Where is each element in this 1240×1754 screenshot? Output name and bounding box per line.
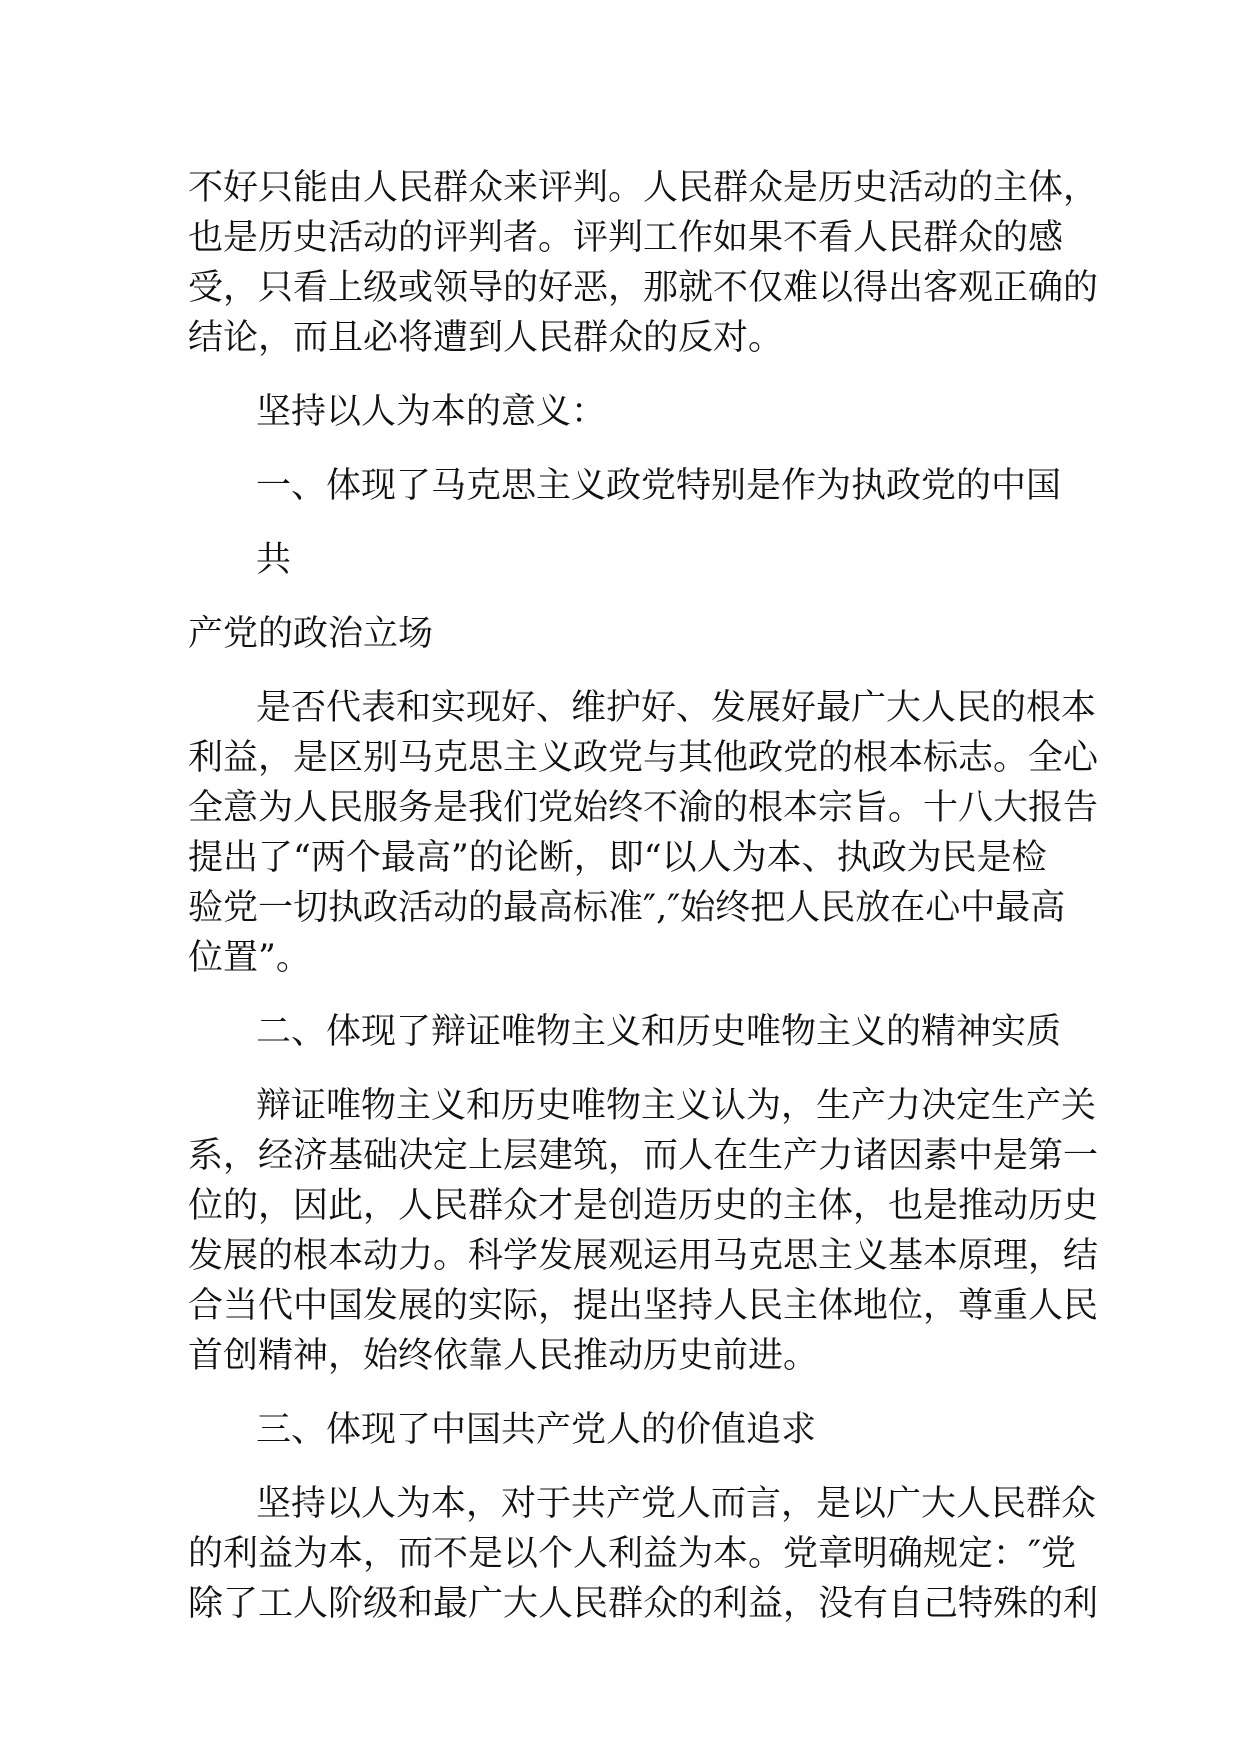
- text-line: 受，只看上级或领导的好恶，那就不仅难以得出客观正确的: [188, 268, 1099, 308]
- text-line: 也是历史活动的评判者。评判工作如果不看人民群众的感: [188, 218, 1064, 258]
- body-text: [188, 163, 1099, 1629]
- text-line: 坚持以人为本，对于共产党人而言，是以广大人民群众: [256, 1484, 1097, 1524]
- text-line: 位的，因此，人民群众才是创造历史的主体，也是推动历史: [188, 1186, 1099, 1226]
- text-line: 位置”。: [188, 938, 311, 978]
- text-line: 的利益为本，而不是以个人利益为本。党章明确规定：″党: [188, 1534, 1077, 1574]
- text-line: 除了工人阶级和最广大人民群众的利益，没有自己特殊的利: [188, 1584, 1099, 1624]
- text-line: 是否代表和实现好、维护好、发展好最广大人民的根本: [256, 688, 1097, 728]
- text-line: 结论，而且必将遭到人民群众的反对。: [188, 318, 784, 358]
- text-line: 首创精神，始终依靠人民推动历史前进。: [188, 1336, 819, 1376]
- section-heading-1-continuation: 产党的政治立场: [188, 614, 434, 654]
- text-line: 验党一切执政活动的最高标准″,″始终把人民放在心中最高: [188, 888, 1066, 928]
- text-line: 利益，是区别马克思主义政党与其他政党的根本标志。全心: [188, 738, 1099, 778]
- text-line: 合当代中国发展的实际，提出坚持人民主体地位，尊重人民: [188, 1286, 1099, 1326]
- text-line: 发展的根本动力。科学发展观运用马克思主义基本原理，结: [188, 1236, 1099, 1276]
- section-heading-2: 二、体现了辩证唯物主义和历史唯物主义的精神实质: [256, 1012, 1062, 1052]
- text-line: 系，经济基础决定上层建筑，而人在生产力诸因素中是第一: [188, 1136, 1099, 1176]
- section-heading-1: 一、体现了马克思主义政党特别是作为执政党的中国: [256, 466, 1062, 506]
- text-line: 辩证唯物主义和历史唯物主义认为，生产力决定生产关: [256, 1086, 1097, 1126]
- text-line: 不好只能由人民群众来评判。人民群众是历史活动的主体，: [188, 168, 1099, 208]
- section-heading: 坚持以人为本的意义：: [256, 392, 607, 432]
- section-heading-1-wrap: 共: [256, 540, 292, 580]
- section-heading-3: 三、体现了中国共产党人的价值追求: [256, 1410, 817, 1450]
- text-line: 提出了“两个最高”的论断，即“以人为本、执政为民是检: [188, 838, 1047, 878]
- text-line: 全意为人民服务是我们党始终不渝的根本宗旨。十八大报告: [188, 788, 1099, 828]
